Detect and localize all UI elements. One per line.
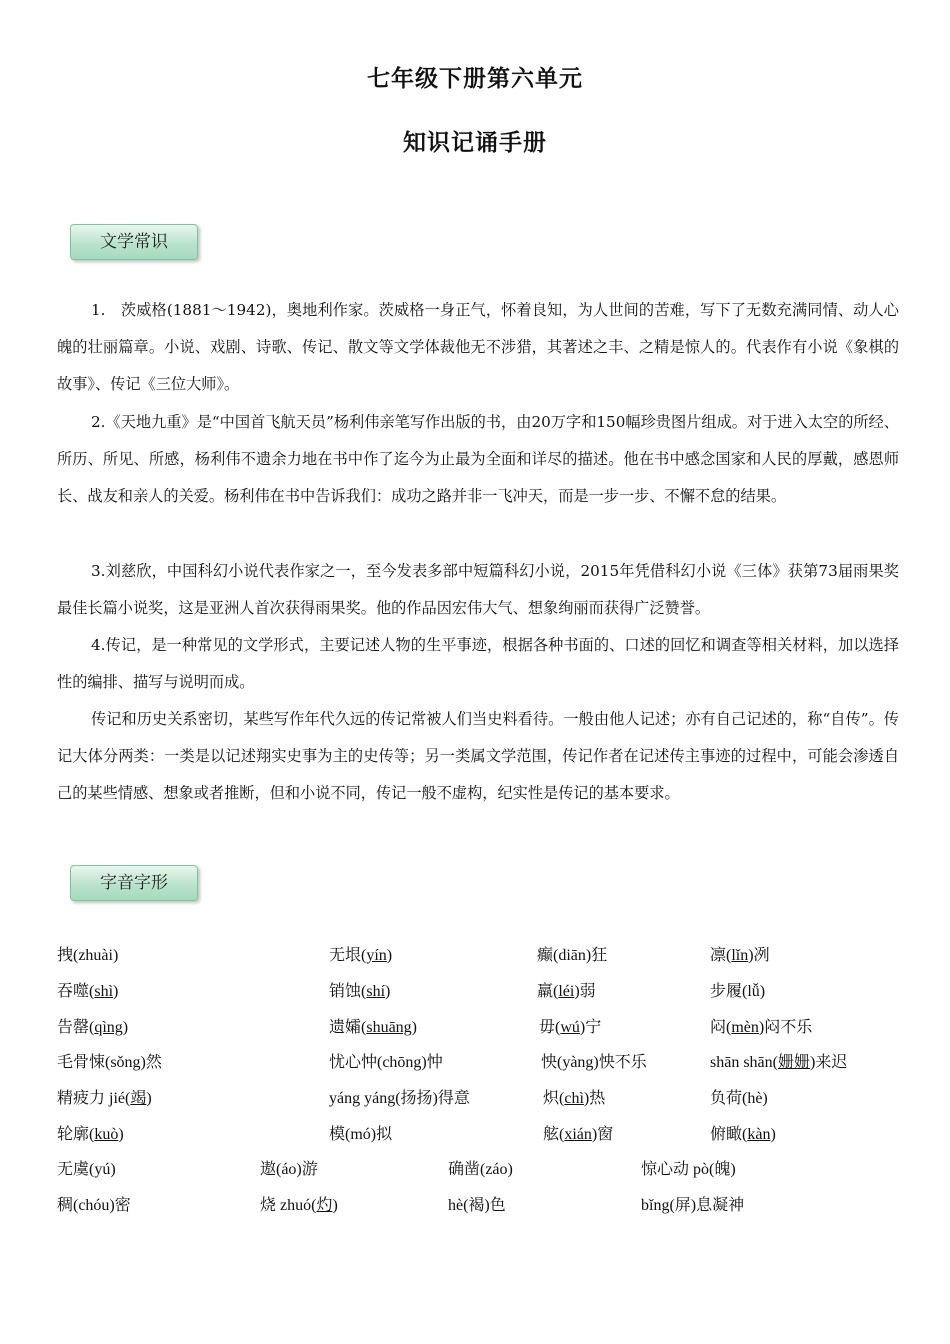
word-item: 癫(diān)狂 bbox=[537, 947, 608, 964]
word-item: 模(mó)拟 bbox=[329, 1126, 393, 1143]
paragraph-biography: 4.传记，是一种常见的文学形式，主要记述人物的生平事迹，根据各种书面的、口述的回忆和调查等相关材料，加以选择性的编排、描写与说明而成。 bbox=[57, 636, 899, 691]
word-item: 毋(wú)宁 bbox=[539, 1019, 602, 1036]
section-pronunciation-tag: 字音字形 bbox=[70, 865, 198, 901]
word-item: yáng yáng(扬扬)得意 bbox=[329, 1090, 470, 1107]
word-item: hè(褐)色 bbox=[448, 1197, 506, 1214]
paragraph-yang-liwei: 2.《天地九重》是“中国首飞航天员”杨利伟亲笔写作出版的书，由20万字和150幅珍贵图片组成。对于进入太空的所经、所历、所见、所感，杨利伟不遗余力地在书中作了迄今为止最为全面和详尽的描述。他在书中感念国家和人民的厚戴，感恩师长、战友和亲人的关爱。杨利伟在书中告诉我们：成功之路并非一飞冲天，而是一步一步、不懈不怠的结果。 bbox=[57, 413, 899, 505]
paragraph-zweig: 1. 茨威格(1881～1942)，奥地利作家。茨威格一身正气，怀着良知，为人世间的苦难，写下了无数充满同情、动人心魄的壮丽篇章。小说、戏剧、诗歌、传记、散文等文学体裁他无不涉猎，其著述之丰、之精是惊人的。代表作有小说《象棋的故事》、传记《三位大师》。 bbox=[57, 301, 899, 393]
word-item: 毛骨悚(sǒng)然 bbox=[57, 1054, 162, 1071]
word-item: 确凿(záo) bbox=[448, 1161, 513, 1178]
word-item: 负荷(hè) bbox=[710, 1090, 768, 1107]
word-item: shān shān(姗姗)来迟 bbox=[710, 1054, 848, 1071]
word-item: 无虞(yú) bbox=[57, 1161, 116, 1178]
paragraph-liu-cixin: 3.刘慈欣，中国科幻小说代表作家之一，至今发表多部中短篇科幻小说，2015年凭借科幻小说《三体》获第73届雨果奖最佳长篇小说奖，这是亚洲人首次获得雨果奖。他的作品因宏伟大气、想象绚丽而获得广泛赞誉。 bbox=[57, 562, 899, 617]
word-item: 闷(mèn)闷不乐 bbox=[710, 1019, 813, 1036]
document-subtitle: 知识记诵手册 bbox=[403, 129, 547, 156]
word-item: 告罄(qìng) bbox=[57, 1019, 129, 1036]
document-title: 七年级下册第六单元 bbox=[367, 65, 583, 92]
word-item: 轮廓(kuò) bbox=[57, 1126, 124, 1143]
word-item: 舷(xián)窗 bbox=[543, 1126, 614, 1143]
word-item: 俯瞰(kàn) bbox=[710, 1126, 776, 1143]
word-item: 吞噬(shì) bbox=[57, 983, 119, 1000]
section-literature-tag: 文学常识 bbox=[70, 224, 198, 260]
word-item: 拽(zhuài) bbox=[57, 947, 119, 964]
word-item: 炽(chì)热 bbox=[543, 1090, 606, 1107]
word-item: 烧 zhuó(灼) bbox=[260, 1197, 338, 1214]
word-item: 遨(áo)游 bbox=[260, 1161, 318, 1178]
word-item: 惊心动 pò(魄) bbox=[641, 1161, 736, 1178]
word-item: 羸(léi)弱 bbox=[537, 983, 596, 1000]
word-item: 遗孀(shuāng) bbox=[329, 1019, 417, 1036]
paragraph-biography-history: 传记和历史关系密切，某些写作年代久远的传记常被人们当史料看待。一般由他人记述；亦有自己记述的，称“自传”。传记大体分两类：一类是以记述翔实史事为主的史传等；另一类属文学范围，传记作者在记述传主事迹的过程中，可能会渗透自己的某些情感、想象或者推断，但和小说不同，传记一般不虚构，纪实性是传记的基本要求。 bbox=[57, 710, 899, 802]
word-item: 凛(lǐn)冽 bbox=[710, 947, 770, 964]
word-item: 怏(yàng)怏不乐 bbox=[541, 1054, 647, 1071]
word-item: 精疲力 jié(竭) bbox=[57, 1090, 152, 1107]
word-item: 销蚀(shí) bbox=[329, 983, 391, 1000]
word-item: 稠(chóu)密 bbox=[57, 1197, 131, 1214]
word-item: 忧心忡(chōng)忡 bbox=[329, 1054, 443, 1071]
word-item: bǐng(屏)息凝神 bbox=[641, 1197, 745, 1214]
word-item: 无垠(yín) bbox=[329, 947, 393, 964]
word-item: 步履(lǚ) bbox=[710, 983, 766, 1000]
